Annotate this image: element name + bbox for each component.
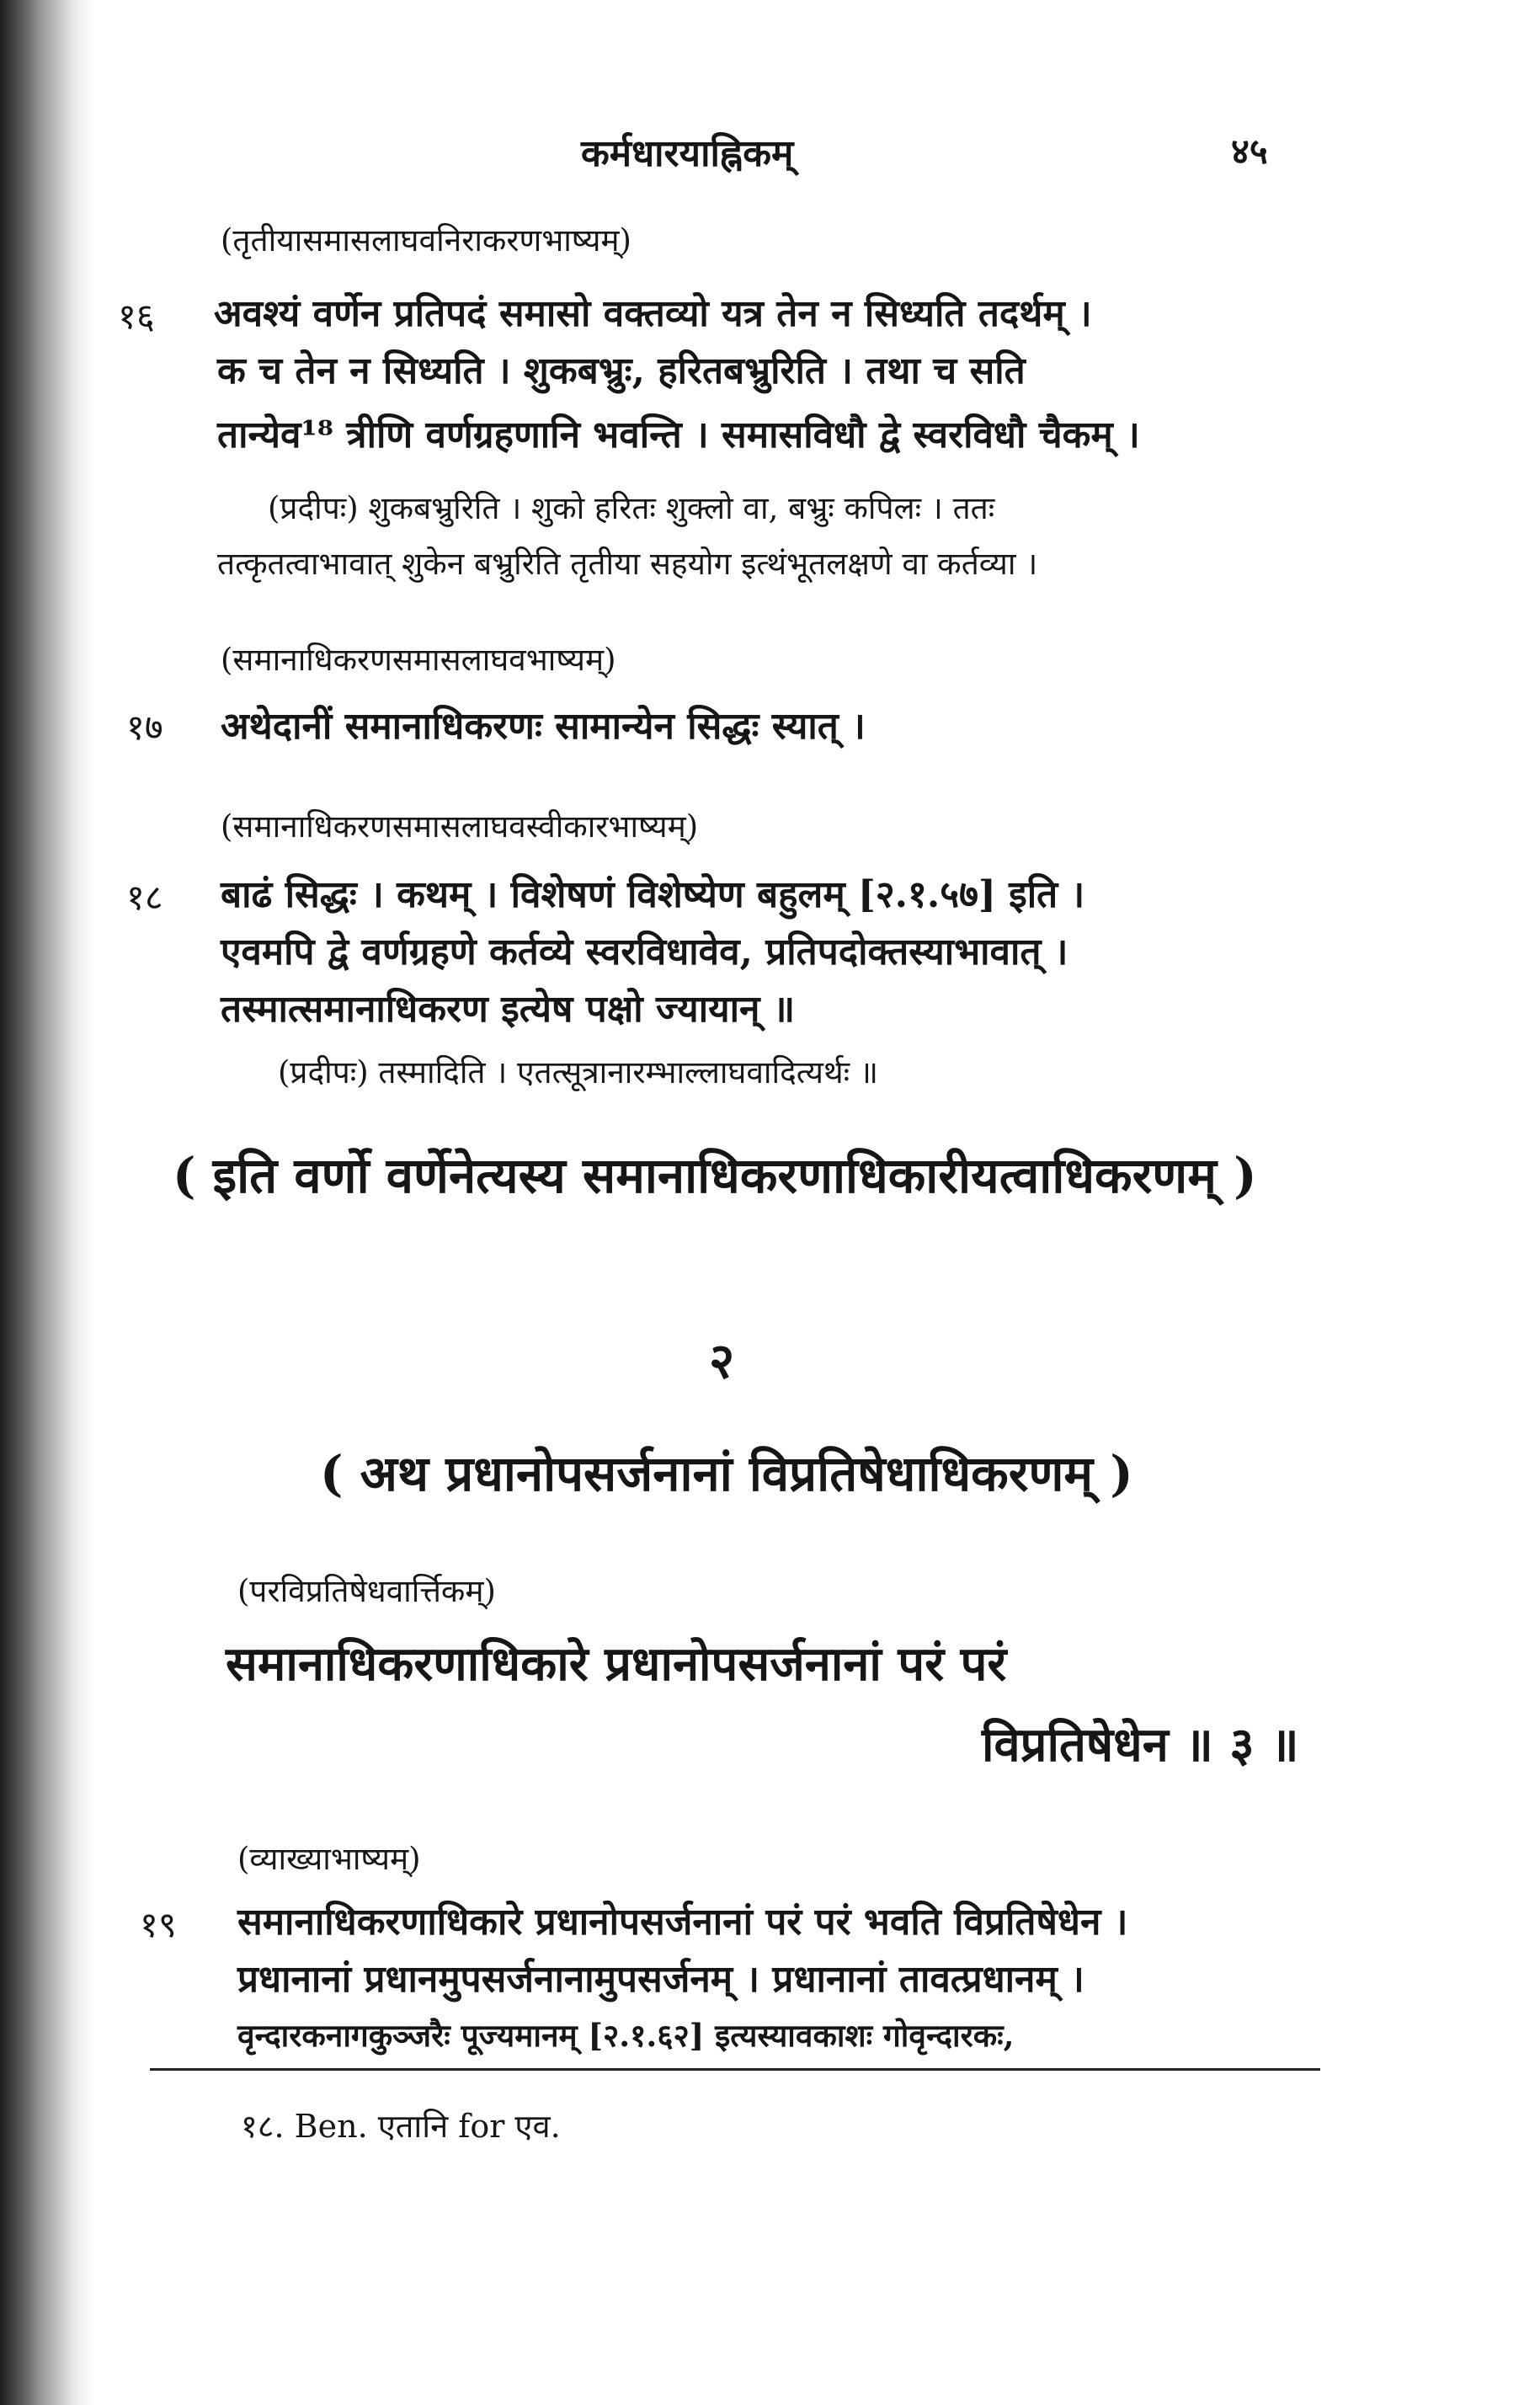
vartika-heading: (परविप्रतिषेधवार्त्तिकम्) — [237, 1573, 496, 1609]
text-line: बाढं सिद्धः । कथम् । विशेषणं विशेष्येण बहुलम् [२.१.५७] इति । — [221, 873, 1085, 916]
text-line: तस्मात्समानाधिकरण इत्येष पक्षो ज्यायान् ॥ — [221, 988, 796, 1031]
page-number: ४५ — [1231, 131, 1268, 172]
section-heading-18: (समानाधिकरणसमासलाघवस्वीकारभाष्यम्) — [221, 808, 699, 845]
vartika-line: समानाधिकरणाधिकारे प्रधानोपसर्जनानां परं परं — [226, 1636, 1007, 1692]
footnote: १८. Ben. एतानि for एव. — [241, 2108, 561, 2145]
adhikarana-number: २ — [709, 1332, 735, 1389]
adhikarana-opening-title: ( अथ प्रधानोपसर्जनानां विप्रतिषेधाधिकरणम् ) — [320, 1445, 1133, 1502]
section-heading-19: (व्याख्याभाष्यम्) — [237, 1841, 421, 1877]
paragraph-number-17: १७ — [126, 707, 163, 748]
paragraph-number-19: १९ — [140, 1904, 177, 1945]
pradipa-line: (प्रदीपः) शुकबभ्रुरिति । शुको हरितः शुक्लो वा, बभ्रुः कपिलः । ततः — [268, 490, 995, 526]
text-line: एवमपि द्वे वर्णग्रहणे कर्तव्ये स्वरविधावेव, प्रतिपदोक्तस्याभावात् । — [221, 931, 1068, 973]
footnote-divider — [150, 2068, 1320, 2071]
paragraph-number-16: १६ — [118, 296, 155, 337]
section-heading-16: (तृतीयासमासलाघवनिराकरणभाष्यम्) — [221, 222, 631, 259]
pradipa-line: (प्रदीपः) तस्मादिति । एतत्सूत्रानारम्भाल्लाघवादित्यर्थः ॥ — [278, 1054, 878, 1091]
pradipa-line: तत्कृतत्वाभावात् शुकेन बभ्रुरिति तृतीया सहयोग इत्थंभूतलक्षणे वा कर्तव्या । — [217, 546, 1038, 582]
adhikarana-closing-title: ( इति वर्णो वर्णेनेत्यस्य समानाधिकरणाधिकारीयत्वाधिकरणम् ) — [173, 1147, 1257, 1204]
text-line: अवश्यं वर्णेन प्रतिपदं समासो वक्तव्यो यत्र तेन न सिध्यति तदर्थम् । — [214, 292, 1092, 335]
text-line: तान्येव¹⁸ त्रीणि वर्णग्रहणानि भवन्ति । समासविधौ द्वे स्वरविधौ चैकम् । — [217, 413, 1140, 456]
text-line: क च तेन न सिध्यति । शुकबभ्रुः, हरितबभ्रुरिति । तथा च सति — [217, 349, 1026, 392]
text-line: प्रधानानां प्रधानमुपसर्जनानामुपसर्जनम् । प्रधानानां तावत्प्रधानम् । — [237, 1958, 1084, 2001]
section-heading-17: (समानाधिकरणसमासलाघवभाष्यम्) — [221, 642, 616, 678]
text-line: वृन्दारकनागकुञ्जरैः पूज्यमानम् [२.१.६२] इत्यस्यावकाशः गोवृन्दारकः, — [237, 2017, 1015, 2054]
vartika-line: विप्रतिषेधेन ॥ ३ ॥ — [982, 1717, 1299, 1773]
text-line: समानाधिकरणाधिकारे प्रधानोपसर्जनानां परं परं भवति विप्रतिषेधेन । — [237, 1901, 1128, 1944]
running-header-title: कर्मधारयाह्निकम् — [581, 132, 794, 175]
paragraph-number-18: १८ — [126, 877, 163, 918]
text-line: अथेदानीं समानाधिकरणः सामान्येन सिद्धः स्यात् । — [221, 705, 866, 748]
